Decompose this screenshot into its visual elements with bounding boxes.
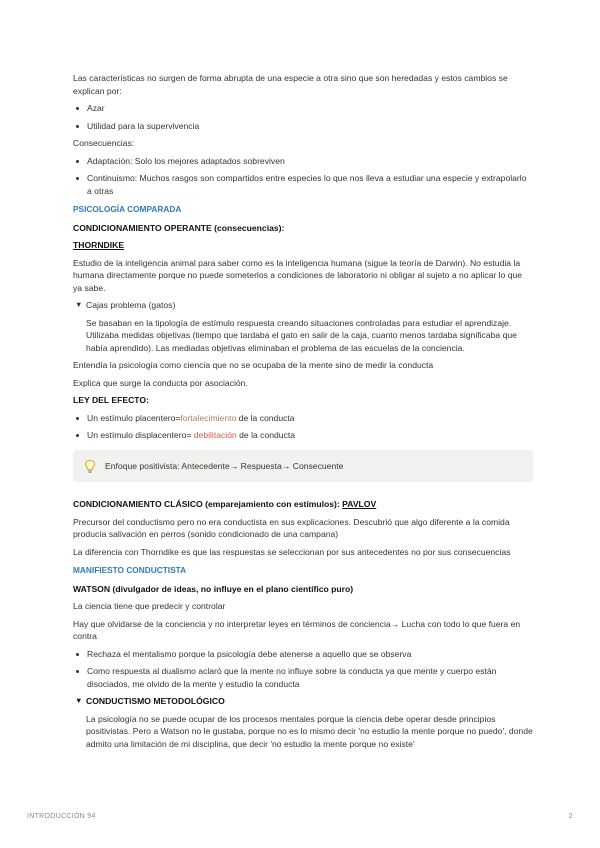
paragraph: Explica que surge la conducta por asociación. xyxy=(73,377,248,388)
page-number: 2 xyxy=(568,813,573,820)
toggle-content: La psicología no se puede ocupar de los procesos mentales porque la ciencia debe operar desde principios positivistas. Pero a Watson no le gustaba, porque no es lo mismo decir 'no estudio la mente porque no puedo', donde admito una limitación de mi disciplina, que decir 'no estudio la mente porque no existe' xyxy=(86,713,533,749)
footer-title: INTRODUCCIÓN 94 xyxy=(27,813,96,820)
consecuencias-list xyxy=(73,155,533,198)
page-footer xyxy=(27,811,573,824)
condicionamiento-operante-heading: CONDICIONAMIENTO OPERANTE (consecuencias): xyxy=(73,222,285,233)
triangle-down-icon[interactable]: ▼ xyxy=(75,696,83,705)
intro-paragraph: Las características no surgen de forma abrupta de una especie a otra sino que son heredadas y estos cambios se explican por: xyxy=(73,73,508,96)
pavlov-heading: PAVLOV xyxy=(342,499,377,509)
paragraph: La diferencia con Thorndike es que las respuestas se seleccionan por sus antecedentes no por sus consecuencias xyxy=(73,546,511,557)
highlight-debilitacion: debilitación xyxy=(193,430,237,440)
paragraph: La ciencia tiene que predecir y controlar xyxy=(73,601,226,611)
ley-efecto-list xyxy=(73,412,533,442)
toggle-content: Se basaban en la tipología de estímulo respuesta creando situaciones controladas para estudiar el aprendizaje. Utilizaba medidas objetivas (tiempo que tardaba el gato en salir de la caja, cuanto menos tardaba significaba que había aprendido). Las mediadas objetivas eliminaban el problema de las escuelas de la conciencia. xyxy=(86,317,517,353)
ley-del-efecto-heading: LEY DEL EFECTO: xyxy=(73,395,149,405)
list-item: Azar xyxy=(73,102,533,115)
triangle-down-icon[interactable]: ▼ xyxy=(75,300,83,309)
list-item: Rechaza el mentalismo porque la psicología debe atenerse a aquello que se observa xyxy=(73,648,533,661)
list-item: Un estímulo displacentero= debilitación de la conducta xyxy=(73,429,533,442)
section-heading-psicologia-comparada: PSICOLOGÍA COMPARADA xyxy=(73,204,182,214)
toggle-conductismo-metodologico[interactable] xyxy=(73,695,533,708)
toggle-label: Cajas problema (gatos) xyxy=(86,300,176,310)
lightbulb-icon xyxy=(84,459,96,474)
paragraph: Entendía la psicología como ciencia que no se ocupaba de la mente sino de medir la conducta xyxy=(73,360,434,370)
thorndike-heading: THORNDIKE xyxy=(73,240,125,250)
highlight-fortalecimiento: fortalecimiento xyxy=(180,412,237,423)
thorndike-paragraph: Estudio de la inteligencia animal para saber como es la inteligencia humana (sigue la teoría de Darwin). No estudia la humana directamente porque no puede someterlos a condiciones de laboratorio ni obligar al sujeto a no aplicar lo que ya sabe. xyxy=(73,257,523,293)
document-body xyxy=(73,72,533,755)
condicionamiento-clasico-heading: CONDICIONAMIENTO CLÁSICO (emparejamiento con estímulos): PAVLOV xyxy=(73,499,377,509)
callout-enfoque-positivista xyxy=(73,450,533,483)
toggle-cajas-problema[interactable] xyxy=(73,299,533,312)
watson-list xyxy=(73,648,533,691)
list-item: Utilidad para la supervivencia xyxy=(73,120,533,133)
paragraph: Precursor del conductismo pero no era conductista en sus explicaciones. Descubrió que algo diferente a la comida producía salivación en perros (sonido condicionado de una campana) xyxy=(73,516,510,539)
list-item: Adaptación: Solo los mejores adaptados sobreviven xyxy=(73,155,533,168)
list-item: Continuismo: Muchos rasgos son compartidos entre especies lo que nos lleva a estudiar una especie y extrapolarlo a otras xyxy=(73,172,533,197)
section-heading-manifiesto-conductista: MANIFIESTO CONDUCTISTA xyxy=(73,565,187,575)
list-item: Como respuesta al dualismo aclaró que la mente no influye sobre la conducta ya que mente y cuerpo están disociados, me olvido de la mente y estudio la conducta xyxy=(73,665,533,690)
watson-heading: WATSON (divulgador de ideas, no influye en el plano científico puro) xyxy=(73,583,354,594)
intro-list xyxy=(73,102,533,132)
list-item: Un estímulo placentero=fortalecimiento de la conducta xyxy=(73,412,533,425)
callout-text: Enfoque positivista: Antecedente→ Respuesta→ Consecuente xyxy=(105,460,344,471)
consecuencias-label: Consecuencias: xyxy=(73,138,135,148)
toggle-label: CONDUCTISMO METODOLÓGICO xyxy=(86,696,225,706)
paragraph: Hay que olvidarse de la conciencia y no interpretar leyes en términos de conciencia→ Lucha con todo lo que fuera en contra xyxy=(73,618,521,641)
